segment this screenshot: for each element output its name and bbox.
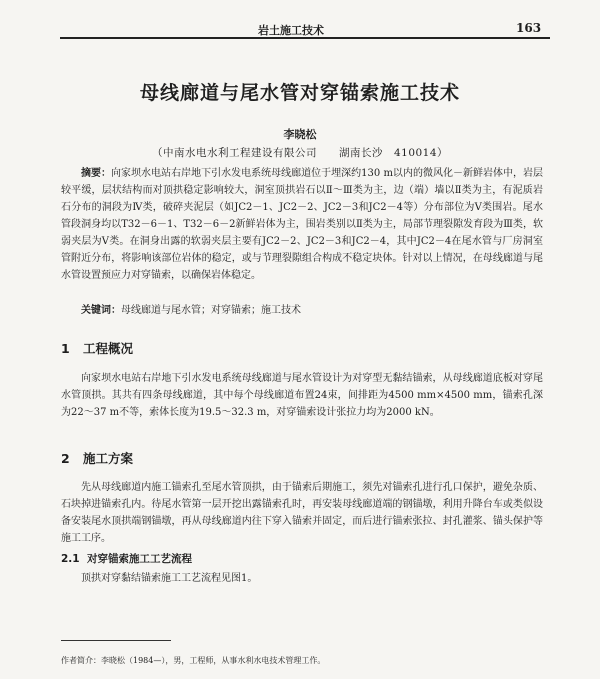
abstract-label: 摘要： — [81, 168, 112, 179]
section-number: 2 — [61, 451, 70, 466]
section-heading-2 — [61, 449, 133, 467]
section-2-body: 先从母线廊道内施工锚索孔至尾水管顶拱，由于锚索后期施工，须先对锚索孔进行孔口保护，避免杂质、石块掉进锚索孔内。待尾水管第一层开挖出露锚索孔时，再安装母线廊道端的钢锚墩，利用升降台车或类似设备安装尾水顶拱端钢锚墩，再从母线廊道内往下穿入锚索并固定，而后进行锚索张拉、封孔灌浆、锚头保护等施工工序。 — [61, 482, 543, 544]
section-number: 1 — [61, 341, 70, 356]
subsection-title: 对穿锚索施工工艺流程 — [87, 553, 192, 565]
subsection-heading-2-1 — [61, 551, 192, 566]
page-number: 163 — [516, 21, 542, 35]
keywords-label: 关键词： — [81, 305, 121, 316]
section-1-body: 向家坝水电站右岸地下引水发电系统母线廊道与尾水管设计为对穿型无黏结锚索，从母线廊道底板对穿尾水管顶拱。其共有四条母线廊道，其中每个母线廊道布置24束，间排距为4500 mm×4500 mm，锚索孔深为22～37 m不等，索体长度为19.5～32.3 m，对穿锚索设计张拉力均为2000 kN。 — [61, 373, 543, 418]
subsection-2-1-body: 顶拱对穿黏结锚索施工工艺流程见图1。 — [81, 573, 258, 584]
abstract-text: 向家坝水电站右岸地下引水发电系统母线廊道位于埋深约130 m以内的微风化－新鲜岩体中，岩层较平缓，层状结构而对顶拱稳定影响较大，洞室顶拱岩石以Ⅱ～Ⅲ类为主，边（端）墙以Ⅱ类为主，有泥质岩石分布的洞段为Ⅳ类，破碎夹泥层（如JC2－1、JC2－2、JC2－3和JC2－4等）分布部位为Ⅴ类围岩。尾水管段洞身均以T32－6－1、T32－6－2新鲜岩体为主，围岩类别以Ⅱ类为主，局部节理裂隙发育段为Ⅲ类，软弱夹层为Ⅴ类。在洞身出露的软弱夹层主要有JC2－2、JC2－3和JC2－4，其中JC2－4在尾水管与厂房洞室管附近分布，将影响该部位岩体的稳定，或与节理裂隙组合构成不稳定块体。针对以上情况，在母线廊道与尾水管设置预应力对穿锚索，以确保岩体稳定。 — [61, 168, 544, 281]
running-header-section: 岩土施工技术 — [258, 24, 324, 37]
author-footnote: 作者简介：李晓松（1984—），男，工程师，从事水利水电技术管理工作。 — [61, 656, 326, 665]
footnote-rule — [61, 640, 171, 641]
header-rule — [60, 37, 550, 39]
article-title: 母线廊道与尾水管对穿锚索施工技术 — [139, 82, 460, 104]
section-heading-1 — [61, 339, 133, 357]
section-title: 施工方案 — [83, 451, 134, 466]
keywords-text: 母线廊道与尾水管；对穿锚索；施工技术 — [121, 305, 301, 316]
subsection-number: 2.1 — [61, 553, 80, 565]
author-affiliation: （中南水电水利工程建设有限公司 湖南长沙 410014） — [151, 147, 449, 159]
section-title: 工程概况 — [83, 341, 134, 356]
abstract — [61, 165, 543, 284]
keywords — [61, 302, 543, 319]
author-name: 李晓松 — [283, 128, 317, 141]
